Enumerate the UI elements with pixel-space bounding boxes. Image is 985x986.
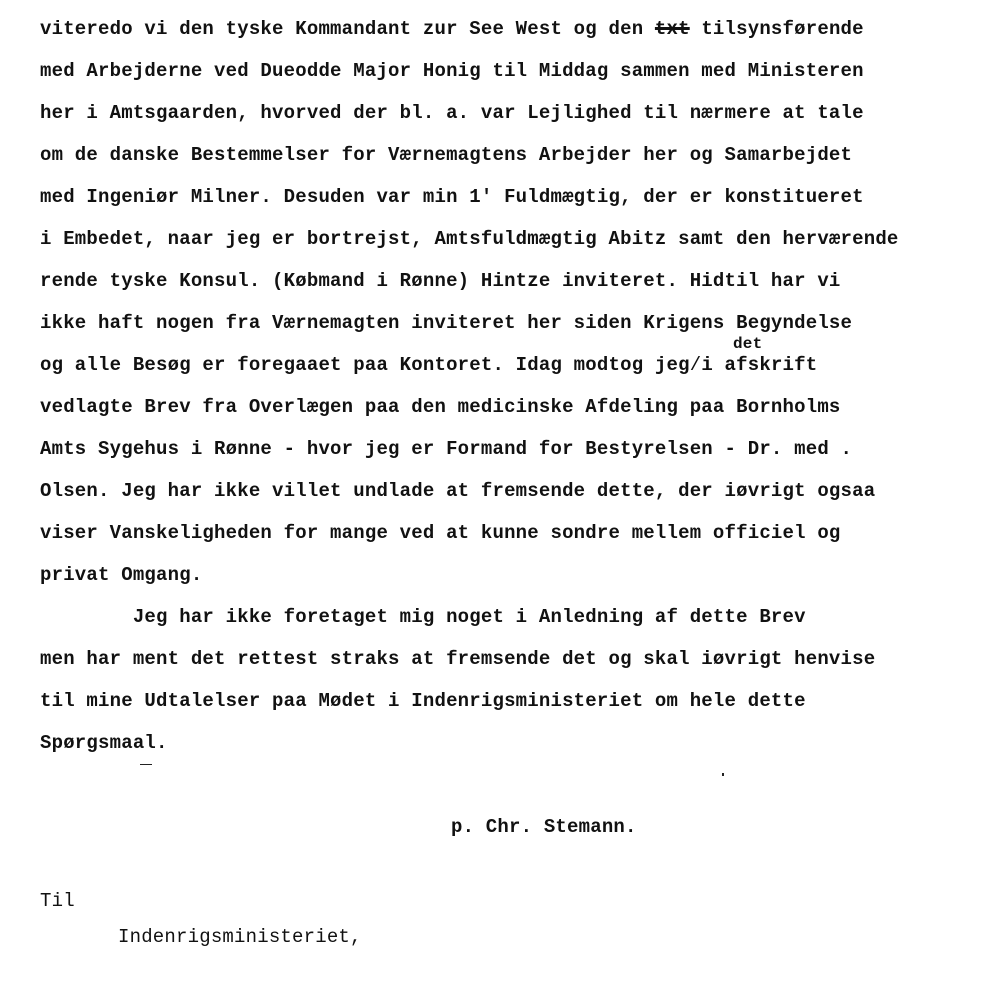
letter-line-14: privat Omgang. <box>40 564 203 586</box>
handwritten-insertion: det <box>733 335 763 353</box>
signature: p. Chr. Stemann. <box>451 816 637 838</box>
letter-line-15: Jeg har ikke foretaget mig noget i Anledning af dette Brev <box>40 606 806 628</box>
letter-line-16: men har ment det rettest straks at fremsende det og skal iøvrigt henvise <box>40 648 876 670</box>
line-1-before: viteredo vi den tyske Kommandant zur See West og den <box>40 18 655 40</box>
line-9-after: i afskrift <box>701 354 818 376</box>
letter-line-12: Olsen. Jeg har ikke villet undlade at fremsende dette, der iøvrigt ogsaa <box>40 480 876 502</box>
addressee-label: Til <box>40 890 75 912</box>
letter-line-8: ikke haft nogen fra Værnemagten inviteret her siden Krigens Begyndelse <box>40 312 853 334</box>
letter-line-7: rende tyske Konsul. (Købmand i Rønne) Hintze inviteret. Hidtil har vi <box>40 270 841 292</box>
letter-line-2: med Arbejderne ved Dueodde Major Honig til Middag sammen med Ministeren <box>40 60 864 82</box>
stray-ink-dot <box>722 773 724 776</box>
letter-line-6: i Embedet, naar jeg er bortrejst, Amtsfuldmægtig Abitz samt den herværende <box>40 228 899 250</box>
letter-line-17: til mine Udtalelser paa Mødet i Indenrigsministeriet om hele dette <box>40 690 806 712</box>
addressee-name: Indenrigsministeriet, <box>118 926 362 948</box>
letter-line-3: her i Amtsgaarden, hvorved der bl. a. var Lejlighed til nærmere at tale <box>40 102 864 124</box>
insertion-caret-mark: / <box>689 354 702 376</box>
line-9-before: og alle Besøg er foregaaet paa Kontoret. Idag modtog jeg <box>40 354 690 376</box>
letter-line-1 <box>40 17 864 41</box>
letter-line-11: Amts Sygehus i Rønne - hvor jeg er Formand for Bestyrelsen - Dr. med . <box>40 438 853 460</box>
letter-line-10: vedlagte Brev fra Overlægen paa den medicinske Afdeling paa Bornholms <box>40 396 841 418</box>
letter-line-4: om de danske Bestemmelser for Værnemagtens Arbejder her og Samarbejdet <box>40 144 853 166</box>
letter-line-5: med Ingeniør Milner. Desuden var min 1' Fuldmægtig, der er konstitueret <box>40 186 864 208</box>
line-1-after: tilsynsførende <box>689 18 864 40</box>
letter-line-18: Spørgsmaal. <box>40 732 168 754</box>
letter-line-13: viser Vanskeligheden for mange ved at kunne sondre mellem officiel og <box>40 522 841 544</box>
letter-line-9 <box>40 353 817 377</box>
struck-out-word: txt <box>654 18 690 40</box>
stray-ink-mark <box>140 764 152 765</box>
